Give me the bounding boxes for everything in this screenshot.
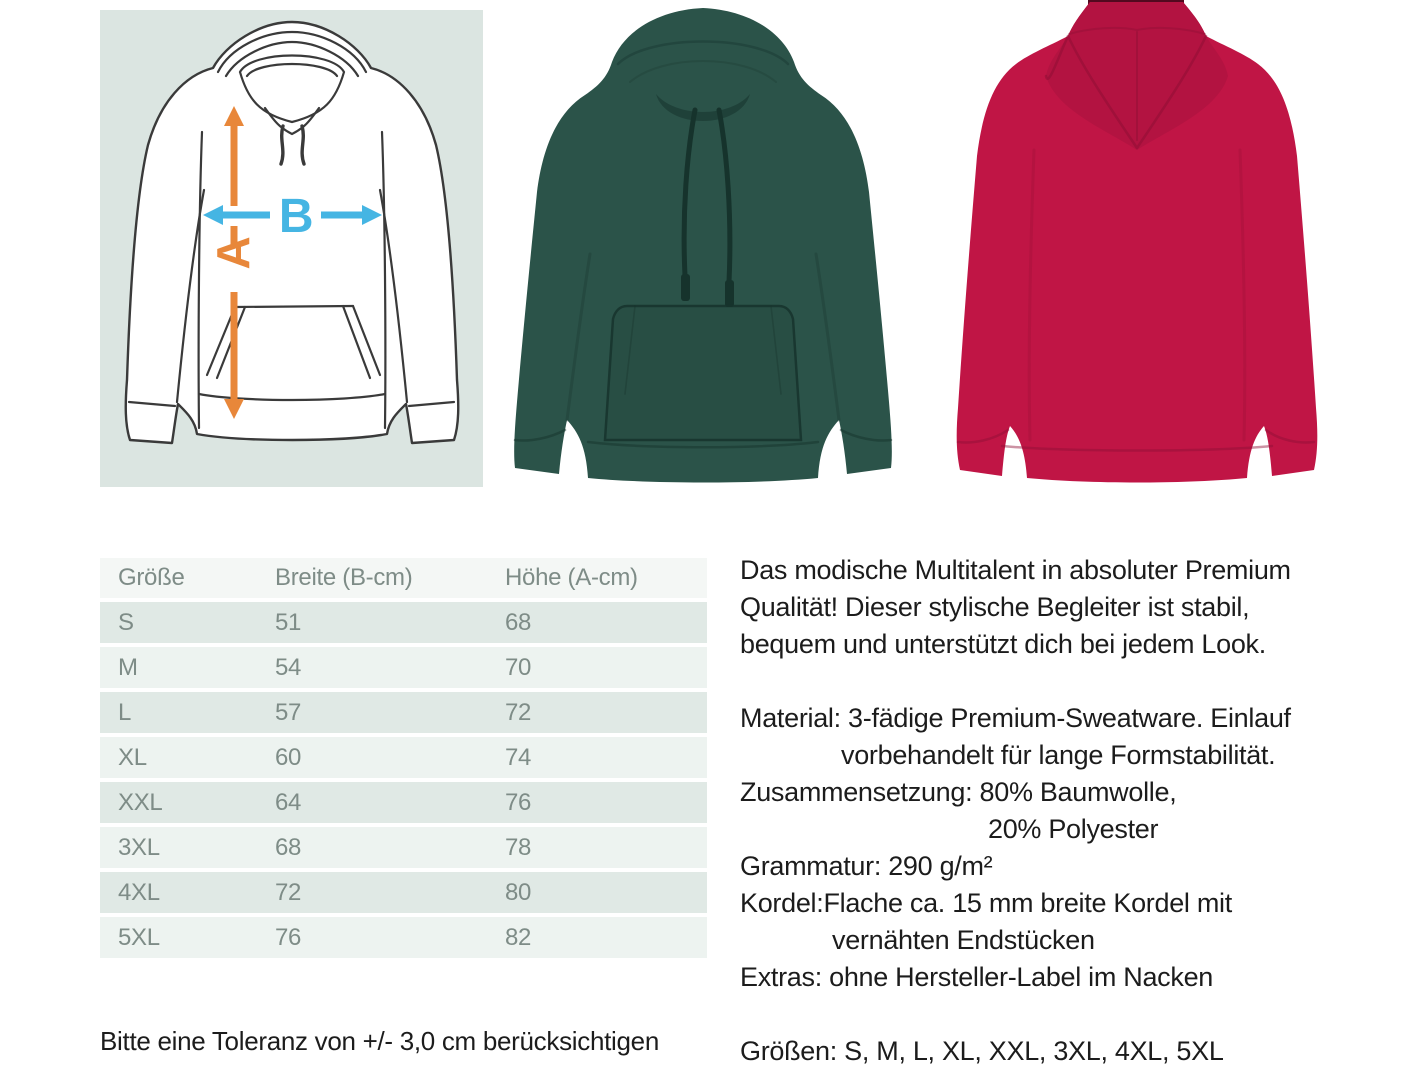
breite-cell: 68 [275, 833, 302, 861]
hoodie-front-image [498, 2, 908, 490]
diagram-label-a: A [207, 236, 259, 270]
size-table-header [100, 558, 707, 598]
description-line: 20% Polyester [988, 814, 1159, 844]
description-line-zusammensetzung: Zusammensetzung: 80% Baumwolle, [740, 777, 1177, 807]
hoehe-cell: 70 [505, 653, 532, 681]
description-line: bequem und unterstützt dich bei jedem Look. [740, 629, 1266, 659]
size-diagram-box [100, 10, 483, 487]
header-breite: Breite (B-cm) [275, 564, 413, 591]
size-cell: XL [118, 743, 147, 771]
header-groesse: Größe [118, 564, 185, 591]
hoehe-cell: 68 [505, 608, 532, 636]
hoehe-cell: 80 [505, 878, 532, 906]
breite-cell: 72 [275, 878, 302, 906]
hoodie-front-green [514, 8, 892, 483]
breite-cell: 64 [275, 788, 302, 816]
description-line: vorbehandelt für lange Formstabilität. [841, 740, 1276, 770]
description-line-extras: Extras: ohne Hersteller-Label im Nacken [740, 962, 1214, 992]
breite-cell: 57 [275, 698, 302, 726]
tolerance-note: Bitte eine Toleranz von +/- 3,0 cm berücksichtigen [100, 1026, 659, 1056]
table-row [100, 692, 707, 733]
description-line-blank [740, 663, 1424, 700]
description-line: vernähten Endstücken [832, 925, 1095, 955]
table-row [100, 827, 707, 868]
header-hoehe: Höhe (A-cm) [505, 564, 638, 591]
product-description [740, 552, 1424, 1068]
table-row [100, 872, 707, 913]
breite-cell: 60 [275, 743, 302, 771]
hoehe-cell: 76 [505, 788, 532, 816]
table-row [100, 602, 707, 643]
description-line-blank [740, 996, 1424, 1033]
description-line: Qualität! Dieser stylische Begleiter ist stabil, [740, 592, 1250, 622]
description-line-groessen: Größen: S, M, L, XL, XXL, 3XL, 4XL, 5XL [740, 1036, 1224, 1066]
breite-cell: 54 [275, 653, 302, 681]
size-table [100, 558, 707, 962]
breite-cell: 51 [275, 608, 302, 636]
hoodie-back-image [938, 0, 1336, 492]
description-line-material: Material: 3-fädige Premium-Sweatware. Einlauf [740, 703, 1291, 733]
table-row [100, 782, 707, 823]
size-cell: S [118, 608, 134, 636]
hoehe-cell: 82 [505, 923, 532, 951]
table-row [100, 647, 707, 688]
hoehe-cell: 74 [505, 743, 532, 771]
size-cell: 3XL [118, 833, 160, 861]
diagram-label-b: B [278, 190, 314, 243]
hoehe-cell: 72 [505, 698, 532, 726]
description-line-kordel: Kordel:Flache ca. 15 mm breite Kordel mit [740, 888, 1232, 918]
size-cell: 5XL [118, 923, 160, 951]
hoodie-back-red [957, 0, 1318, 483]
size-cell: XXL [118, 788, 163, 816]
description-line-grammatur: Grammatur: 290 g/m² [740, 851, 993, 881]
hoodie-measure-diagram [100, 10, 483, 487]
size-cell: L [118, 698, 132, 726]
size-cell: M [118, 653, 138, 681]
breite-cell: 76 [275, 923, 302, 951]
table-row [100, 737, 707, 778]
description-line: Das modische Multitalent in absoluter Premium [740, 555, 1291, 585]
table-row [100, 917, 707, 958]
size-cell: 4XL [118, 878, 160, 906]
hoehe-cell: 78 [505, 833, 532, 861]
